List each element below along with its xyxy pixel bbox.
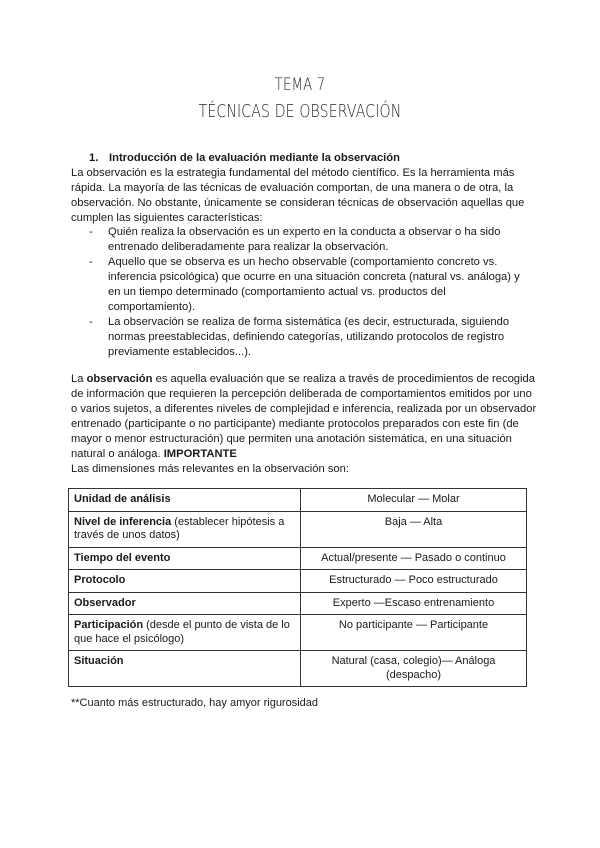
table-row [69, 511, 527, 547]
definition-text-start: La [71, 373, 87, 385]
table-row [69, 592, 527, 615]
defined-term: observación [86, 373, 153, 385]
dimension-name: Situación [74, 655, 124, 667]
dimensions-table [68, 488, 527, 687]
dimension-note: (desde el punto de vista de lo que hace el psicólogo) [74, 619, 290, 645]
table-row [69, 570, 527, 593]
dimension-name: Observador [74, 596, 136, 609]
dimension-range: Actual/presente — Pasado o continuo [301, 547, 527, 570]
dimension-name: Participación [74, 619, 144, 631]
dimension-range: Experto —Escaso entrenamiento [301, 592, 527, 615]
section-heading [89, 151, 400, 166]
table-row [69, 615, 527, 651]
dimension-range: Estructurado — Poco estructurado [301, 570, 527, 593]
table-row [69, 651, 527, 687]
document-title-topic: TEMA 7 [274, 75, 326, 95]
list-item [89, 255, 529, 315]
dimension-name-cell [69, 511, 301, 547]
dimension-name-cell [69, 592, 301, 615]
dimension-range: Natural (casa, colegio)— Análoga (despacho) [301, 651, 527, 687]
dimension-name-cell [69, 651, 301, 687]
characteristics-list [89, 225, 529, 360]
list-item-text: Quién realiza la observación es un experto en la conducta a observar o ha sido entrenado deliberadamente para realizar la observación. [108, 226, 501, 253]
important-label: IMPORTANTE [163, 448, 237, 460]
dimension-name-cell [69, 547, 301, 570]
intro-paragraph: La observación es la estrategia fundamental del método científico. Es la herramienta más rápida. La mayoría de las técnicas de evaluación comportan, de una manera o de otra, la observación. No obstante, únicamente se consideran técnicas de observación aquellas que cumplen las siguientes características: [71, 167, 525, 224]
dimension-note: (establecer hipótesis a través de unos datos) [74, 515, 285, 541]
bullet-dash: - [89, 256, 93, 268]
dimensions-intro: Las dimensiones más relevantes en la observación son: [71, 463, 349, 475]
section-heading-text: Introducción de la evaluación mediante la observación [109, 152, 400, 164]
dimension-name-cell [69, 615, 301, 651]
dimension-name: Unidad de análisis [74, 493, 171, 505]
list-item [89, 315, 529, 360]
dimension-range: No participante — Participante [301, 615, 527, 651]
dimension-name-cell [69, 489, 301, 512]
dimension-name-cell [69, 570, 301, 593]
section-number: 1. [89, 152, 99, 164]
dimension-name: Tiempo del evento [74, 551, 171, 564]
dimension-range: Molecular — Molar [301, 489, 527, 512]
dimension-range: Baja — Alta [301, 511, 527, 547]
table-row [69, 547, 527, 570]
list-item [89, 225, 529, 255]
table-row [69, 489, 527, 512]
dimension-name: Protocolo [74, 574, 126, 586]
bullet-dash: - [89, 316, 93, 328]
footnote: **Cuanto más estructurado, hay amyor rigurosidad [71, 697, 319, 709]
list-item-text: Aquello que se observa es un hecho observable (comportamiento concreto vs. inferencia psicológica) que ocurre en una situación concreta (natural vs. análoga) y en un tiempo determinado (comportamiento actual vs. productos del comportamiento). [108, 256, 520, 313]
definition-text: es aquella evaluación que se realiza a través de procedimientos de recogida de información que requieren la percepción deliberada de comportamientos emitidos por uno o varios sujetos, a diferentes niveles de complejidad e inferencia, realizada por un observador entrenado (participante o no participante) mediante protocolos preparados con este fin (de mayor o menor estructuración) que permiten una anotación sistemática, en una situación natural o análoga. [71, 373, 537, 460]
dimension-name: Nivel de inferencia [74, 515, 172, 528]
list-item-text: La observación se realiza de forma sistemática (es decir, estructurada, siguiendo normas preestablecidas, definiendo categorías, utilizando protocolos de registro previamente establecidos...). [108, 316, 510, 358]
bullet-dash: - [89, 226, 93, 238]
definition-paragraph [71, 372, 541, 462]
document-title: TÉCNICAS DE OBSERVACIÓN [198, 101, 402, 122]
